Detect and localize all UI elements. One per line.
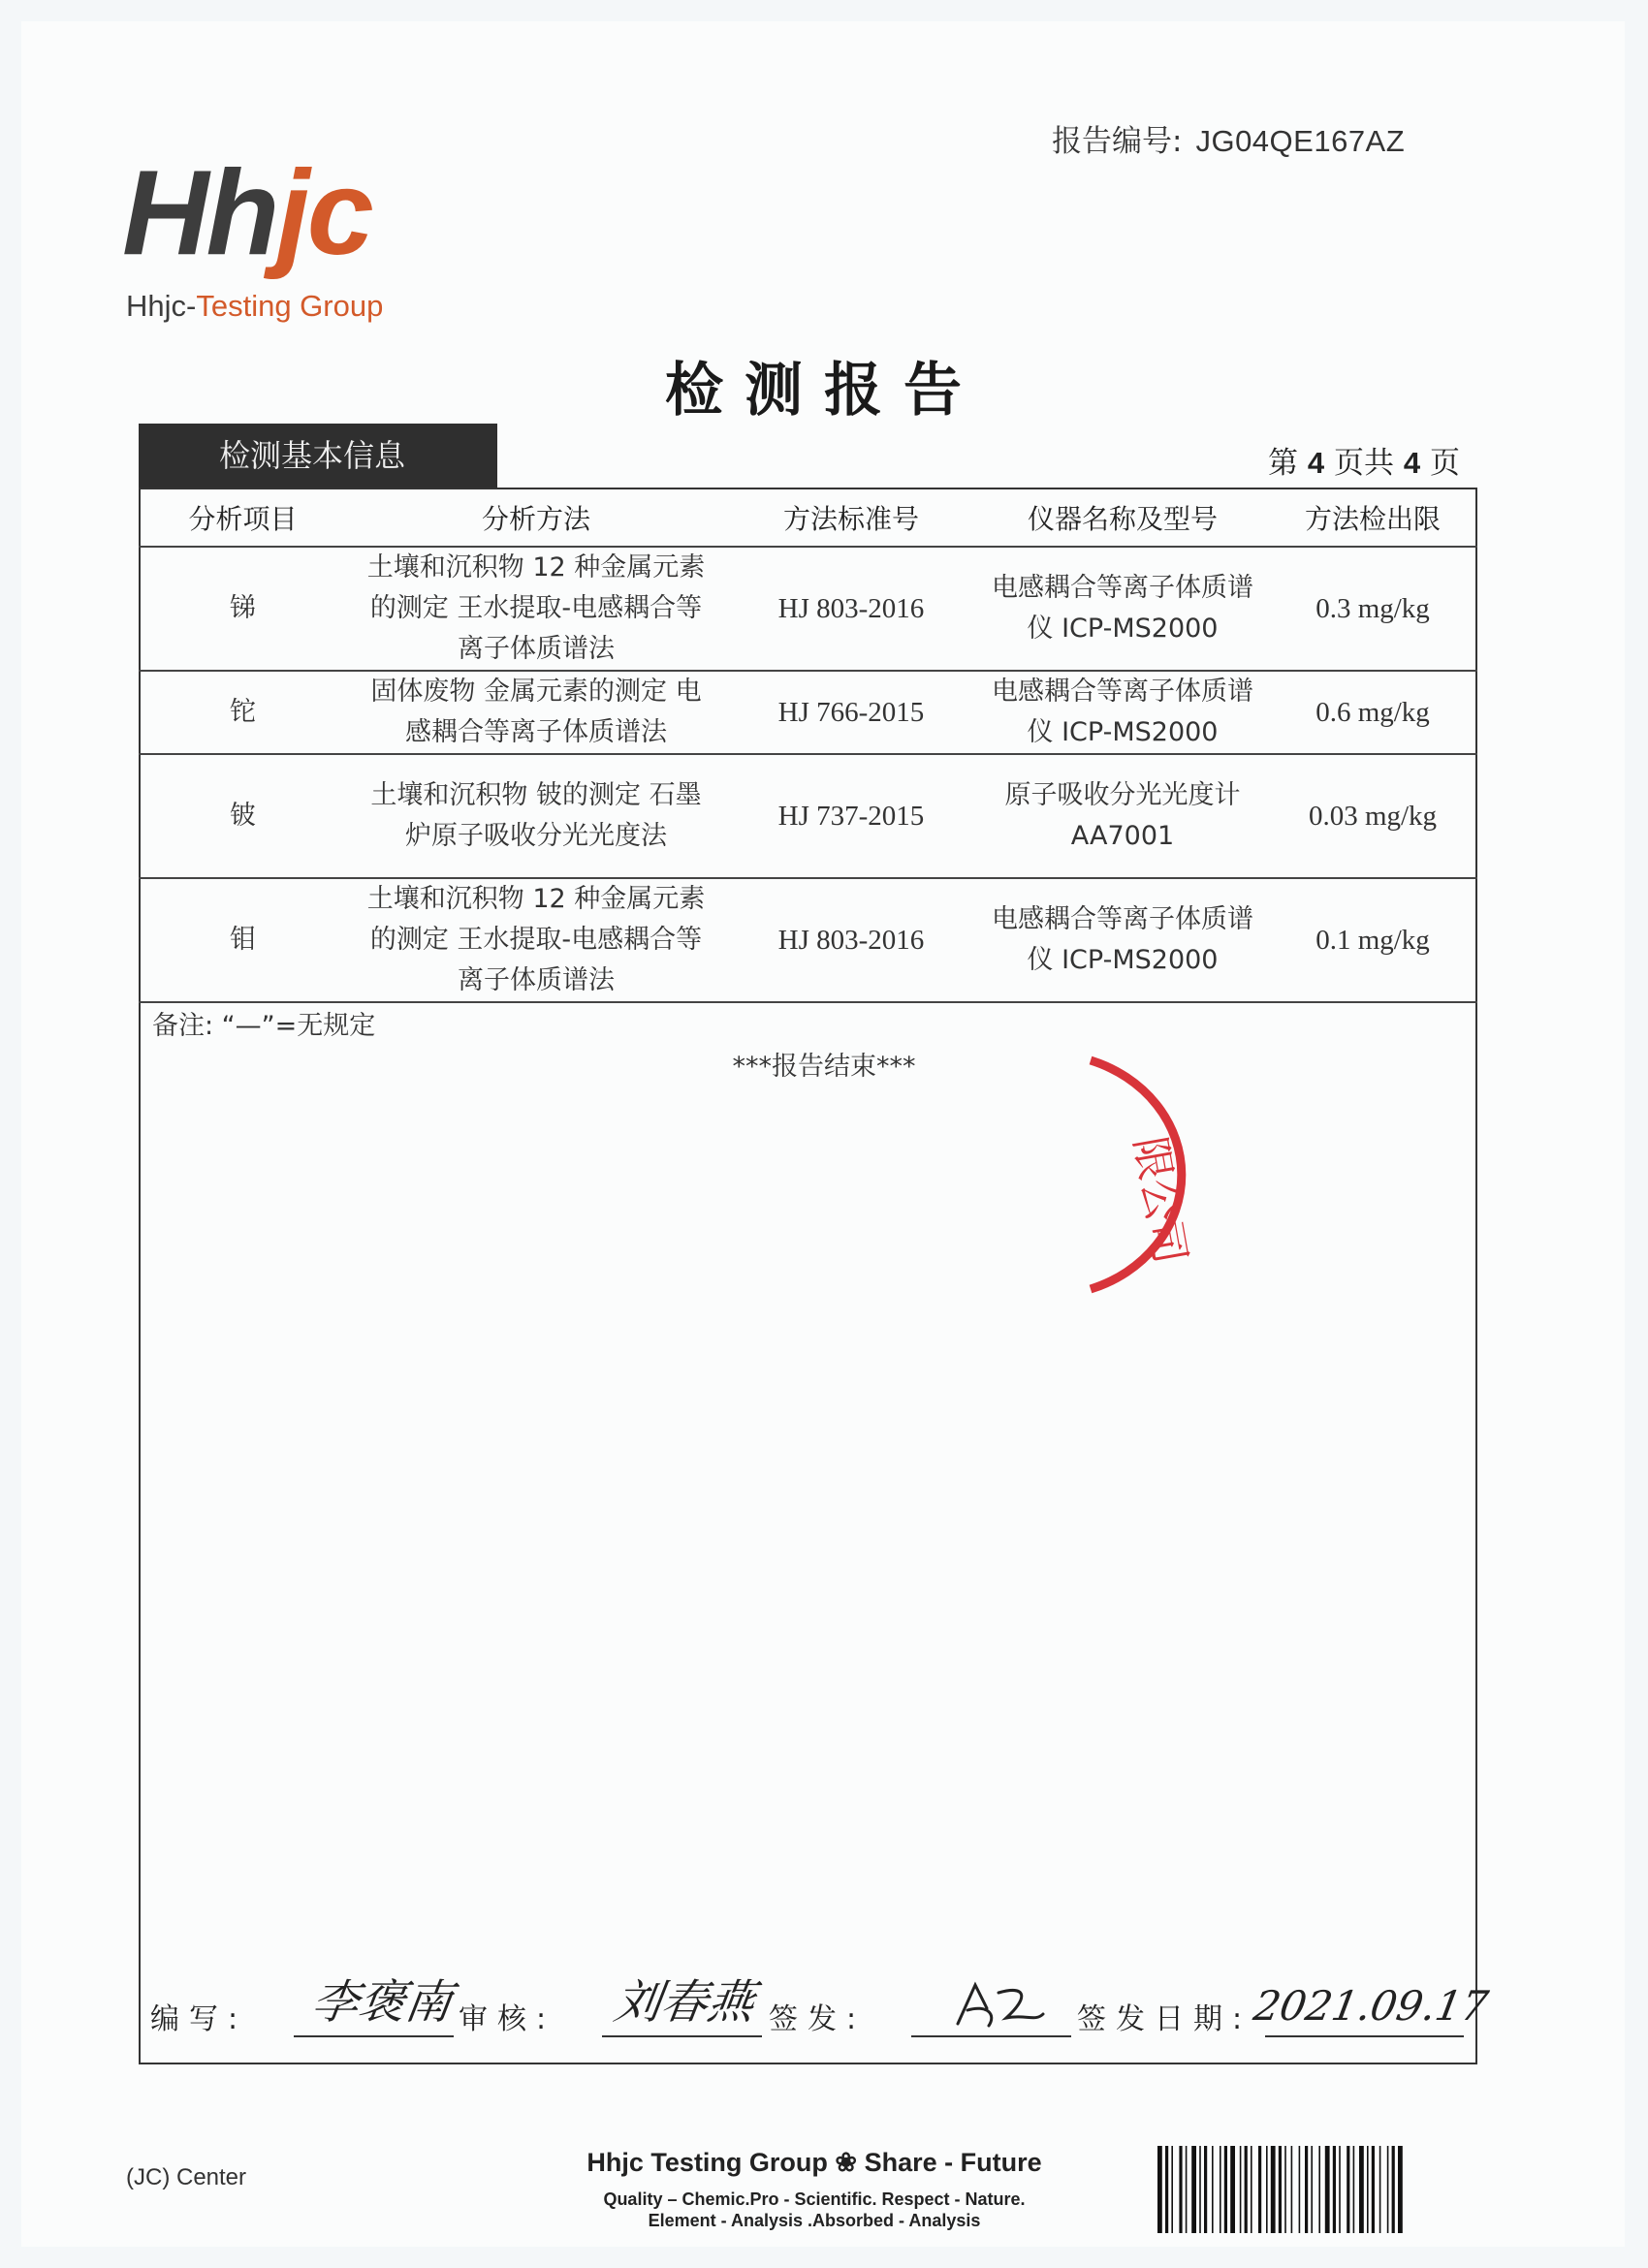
reviewer-line: [602, 2035, 762, 2037]
company-name-accent: Testing Group: [196, 289, 384, 323]
barcode-bar: [1305, 2146, 1308, 2233]
issuer-line: [911, 2035, 1071, 2037]
cell-method: [347, 754, 725, 878]
flower-icon: ❀: [835, 2148, 858, 2177]
barcode-bar: [1220, 2146, 1221, 2233]
barcode-bar: [1165, 2146, 1168, 2233]
cell-instrument: [977, 878, 1268, 1002]
issue-date-label: 签发日期:: [1077, 2002, 1252, 2036]
barcode-bar: [1171, 2146, 1173, 2233]
method-text: 固体废物 金属元素的测定 电感耦合等离子体质谱法: [370, 677, 702, 747]
table-row: [139, 878, 1477, 1002]
barcode-bar: [1199, 2146, 1201, 2233]
report-number: [1052, 116, 1405, 160]
barcode-bar: [1284, 2146, 1286, 2233]
page-pre: 第: [1268, 446, 1298, 481]
barcode-bar: [1204, 2146, 1207, 2233]
barcode-bar: [1157, 2146, 1162, 2233]
column-header: 方法检出限: [1268, 489, 1477, 547]
cell-standard: HJ 737-2015: [725, 754, 977, 878]
barcode-bar: [1372, 2146, 1375, 2233]
barcode-bar: [1258, 2146, 1261, 2233]
cell-method: [347, 878, 725, 1002]
page-title: 检测报告: [665, 357, 983, 425]
method-text: 土壤和沉积物 12 种金属元素的测定 王水提取-电感耦合等离子体质谱法: [366, 884, 706, 995]
method-text: 土壤和沉积物 12 种金属元素的测定 王水提取-电感耦合等离子体质谱法: [366, 552, 706, 664]
signature-row: [139, 1968, 1492, 2055]
writer-line: [294, 2035, 454, 2037]
remark-note: 备注: “—”=无规定: [152, 1011, 376, 1041]
report-number-value: JG04QE167AZ: [1195, 124, 1406, 158]
barcode-bar: [1224, 2146, 1227, 2233]
company-logo: [122, 146, 371, 280]
footer-brand: [582, 2148, 1047, 2178]
barcode-bar: [1279, 2146, 1282, 2233]
table-row: [139, 754, 1477, 878]
seal-text: 限公司: [1124, 1133, 1195, 1268]
instrument-text: 电感耦合等离子体质谱仪 ICP-MS2000: [992, 573, 1253, 644]
issue-date-line: [1265, 2035, 1464, 2037]
barcode-bar: [1266, 2146, 1268, 2233]
footer-brand-name: Hhjc Testing Group: [586, 2148, 828, 2177]
instrument-text: 电感耦合等离子体质谱仪 ICP-MS2000: [992, 677, 1253, 747]
page-indicator: [1268, 438, 1460, 482]
barcode-bar: [1387, 2146, 1389, 2233]
barcode-bar: [1291, 2146, 1293, 2233]
svg-text:2021.09.17: 2021.09.17: [1250, 1982, 1492, 2030]
barcode-bar: [1367, 2146, 1369, 2233]
company-seal-stamp: [1052, 1039, 1294, 1310]
method-text: 土壤和沉积物 铍的测定 石墨炉原子吸收分光光度法: [370, 780, 702, 851]
reviewer-signature: [611, 1968, 780, 2035]
report-number-label: 报告编号:: [1052, 124, 1183, 159]
table-header-row: [139, 489, 1477, 547]
barcode-bar: [1191, 2146, 1196, 2233]
table-row: [139, 671, 1477, 754]
page-post: 页: [1429, 446, 1460, 481]
cell-instrument: [977, 671, 1268, 754]
barcode-bar: [1311, 2146, 1313, 2233]
footer-center-label: (JC) Center: [126, 2164, 247, 2190]
instrument-text: 原子吸收分光光度计 AA7001: [1004, 780, 1241, 851]
results-table: [139, 489, 1477, 1003]
logo-accent: jc: [276, 146, 371, 280]
cell-standard: HJ 803-2016: [725, 878, 977, 1002]
column-header: 仪器名称及型号: [977, 489, 1268, 547]
barcode-bar: [1379, 2146, 1381, 2233]
column-header: 分析项目: [139, 489, 347, 547]
writer-signature: [308, 1968, 478, 2035]
cell-limit: 0.1 mg/kg: [1268, 878, 1477, 1002]
issuer-signature: [929, 1975, 1055, 2035]
cell-item: 铍: [139, 754, 347, 878]
section-tab: 检测基本信息: [139, 424, 497, 488]
column-header: 方法标准号: [725, 489, 977, 547]
cell-limit: 0.6 mg/kg: [1268, 671, 1477, 754]
footer-brand-slogan: Share - Future: [864, 2148, 1042, 2177]
barcode-bar: [1359, 2146, 1364, 2233]
cell-instrument: [977, 547, 1268, 671]
table-row: [139, 547, 1477, 671]
barcode-bar: [1325, 2146, 1330, 2233]
cell-limit: 0.3 mg/kg: [1268, 547, 1477, 671]
logo-main: Hh: [122, 146, 277, 280]
footer-tagline-1: Quality – Chemic.Pro - Scientific. Respect - Nature.: [603, 2189, 1026, 2209]
issuer-label: 签发:: [769, 2002, 867, 2036]
cell-item: 钼: [139, 878, 347, 1002]
report-end-marker: ***报告结束***: [732, 1052, 916, 1082]
barcode-bar: [1333, 2146, 1336, 2233]
footer-tagline-2: Element - Analysis .Absorbed - Analysis: [648, 2211, 981, 2230]
cell-standard: HJ 803-2016: [725, 547, 977, 671]
barcode-bar: [1186, 2146, 1188, 2233]
cell-method: [347, 671, 725, 754]
barcode-bar: [1240, 2146, 1242, 2233]
company-name-main: Hhjc-: [126, 289, 197, 323]
cell-standard: HJ 766-2015: [725, 671, 977, 754]
page-mid: 页共: [1333, 446, 1394, 481]
writer-label: 编写:: [150, 2002, 248, 2036]
barcode-bar: [1299, 2146, 1301, 2233]
barcode-bar: [1339, 2146, 1341, 2233]
page-total: 4: [1403, 446, 1421, 480]
svg-text:李褒南: 李褒南: [308, 1975, 456, 2030]
barcode-bar: [1318, 2146, 1320, 2233]
barcode-bar: [1353, 2146, 1355, 2233]
cell-limit: 0.03 mg/kg: [1268, 754, 1477, 878]
cell-instrument: [977, 754, 1268, 878]
page-current: 4: [1307, 446, 1325, 480]
barcode-bar: [1271, 2146, 1276, 2233]
cell-method: [347, 547, 725, 671]
barcode-bar: [1251, 2146, 1252, 2233]
barcode-bar: [1179, 2146, 1182, 2233]
issue-date-handwritten: [1250, 1968, 1492, 2035]
company-name: [126, 289, 383, 324]
svg-text:刘春燕: 刘春燕: [611, 1975, 758, 2030]
barcode-bar: [1230, 2146, 1235, 2233]
barcode-bar: [1398, 2146, 1403, 2233]
barcode-bar: [1212, 2146, 1214, 2233]
column-header: 分析方法: [347, 489, 725, 547]
barcode-bar: [1245, 2146, 1248, 2233]
barcode-bar: [1347, 2146, 1349, 2233]
barcode-bar: [1392, 2146, 1395, 2233]
barcode: [1156, 2146, 1408, 2233]
cell-item: 锑: [139, 547, 347, 671]
cell-item: 铊: [139, 671, 347, 754]
instrument-text: 电感耦合等离子体质谱仪 ICP-MS2000: [992, 904, 1253, 975]
reviewer-label: 审核:: [459, 2002, 556, 2036]
